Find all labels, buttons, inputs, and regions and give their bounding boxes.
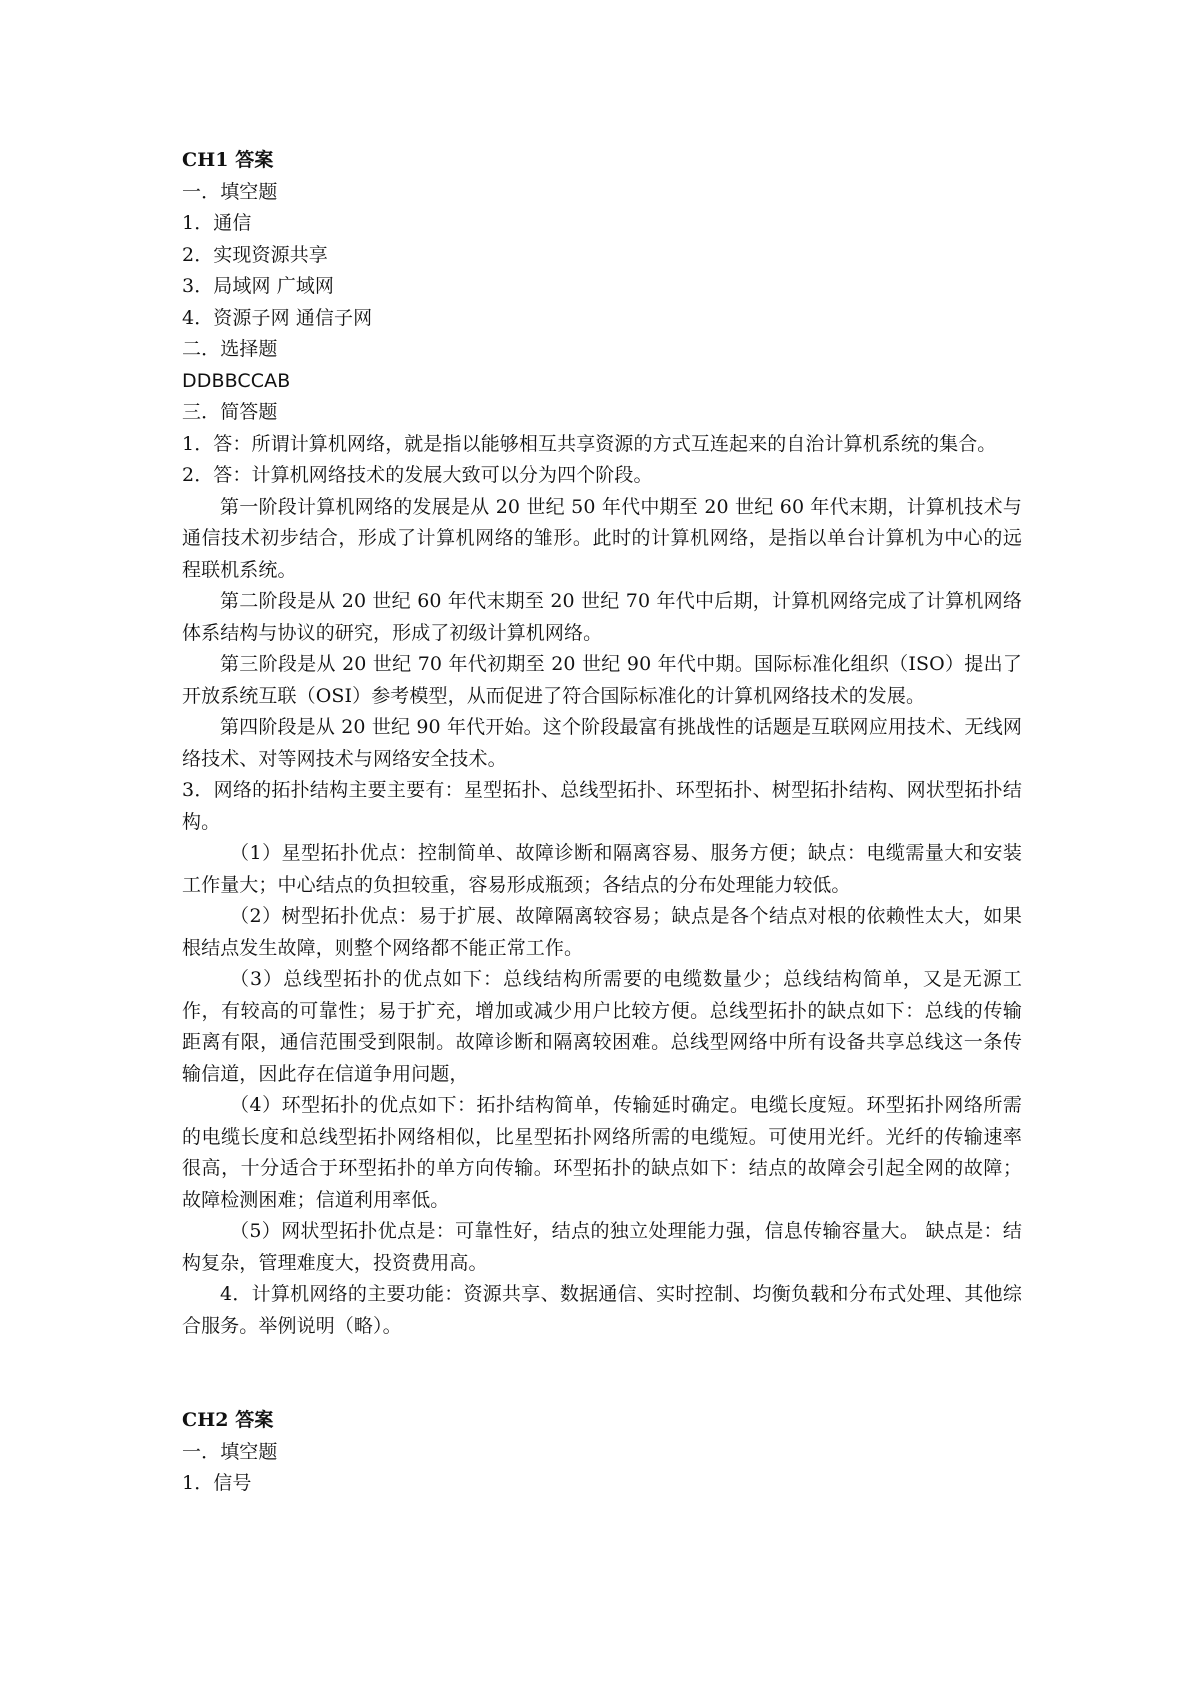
- ch1-short-answer-1: 1．答：所谓计算机网络，就是指以能够相互共享资源的方式互连起来的自治计算机系统的集合。: [182, 432, 997, 455]
- ch1-bus-topology-paragraph: （3）总线型拓扑的优点如下：总线结构所需要的电缆数量少；总线结构简单，又是无源工作，有较高的可靠性；易于扩充，增加或减少用户比较方便。总线型拓扑的缺点如下：总线的传输距离有限，通信范围受到限制。故障诊断和隔离较困难。总线型网络中所有设备共享总线这一条传输信道，因此存在信道争用问题，: [182, 968, 1022, 1085]
- section-gap: [182, 1342, 1022, 1405]
- ch1-stage-3-paragraph: 第三阶段是从 20 世纪 70 年代初期至 20 世纪 90 年代中期。国际标准化组织（ISO）提出了开放系统互联（OSI）参考模型，从而促进了符合国际标准化的计算机网络技术的发展。: [182, 653, 1022, 707]
- ch1-short-section-title: 三．简答题: [182, 401, 278, 423]
- ch2-fill-section-title: 一．填空题: [182, 1440, 278, 1463]
- ch1-heading: CH1 答案: [182, 149, 274, 171]
- ch1-tree-topology-paragraph: （2）树型拓扑优点：易于扩展、故障隔离较容易；缺点是各个结点对根的依赖性太大，如果根结点发生故障，则整个网络都不能正常工作。: [182, 905, 1022, 959]
- ch2-heading: CH2 答案: [182, 1409, 274, 1431]
- ch1-short-answer-3: 3．网络的拓扑结构主要主要有：星型拓扑、总线型拓扑、环型拓扑、树型拓扑结构、网状型拓扑结构。: [182, 779, 1022, 833]
- ch1-choice-answers: DDBBCCAB: [182, 369, 291, 392]
- ch1-mesh-topology-paragraph: （5）网状型拓扑优点是：可靠性好，结点的独立处理能力强，信息传输容量大。 缺点是：结构复杂，管理难度大，投资费用高。: [182, 1220, 1022, 1274]
- ch1-stage-1-paragraph: 第一阶段计算机网络的发展是从 20 世纪 50 年代中期至 20 世纪 60 年代末期，计算机技术与通信技术初步结合，形成了计算机网络的雏形。此时的计算机网络，是指以单台计算机为中心的远程联机系统。: [182, 495, 1022, 581]
- ch1-short-answer-2: 2．答：计算机网络技术的发展大致可以分为四个阶段。: [182, 464, 653, 486]
- ch1-stage-2-paragraph: 第二阶段是从 20 世纪 60 年代末期至 20 世纪 70 年代中后期，计算机网络完成了计算机网络体系结构与协议的研究，形成了初级计算机网络。: [182, 590, 1022, 644]
- ch1-fill-section-title: 一．填空题: [182, 180, 278, 203]
- ch1-stage-4-paragraph: 第四阶段是从 20 世纪 90 年代开始。这个阶段最富有挑战性的话题是互联网应用技术、无线网络技术、对等网技术与网络安全技术。: [182, 716, 1022, 770]
- ch1-choice-section-title: 二．选择题: [182, 338, 278, 360]
- ch1-fill-answer-4: 4．资源子网 通信子网: [182, 306, 373, 329]
- ch1-short-answer-4: 4．计算机网络的主要功能：资源共享、数据通信、实时控制、均衡负载和分布式处理、其他综合服务。举例说明（略）。: [182, 1283, 1022, 1337]
- document-content: [182, 145, 1022, 1500]
- ch1-fill-answer-3: 3．局域网 广域网: [182, 275, 335, 297]
- ch1-fill-answer-2: 2．实现资源共享: [182, 243, 328, 266]
- ch1-fill-answer-1: 1．通信: [182, 212, 252, 234]
- ch1-ring-topology-paragraph: （4）环型拓扑的优点如下：拓扑结构简单，传输延时确定。电缆长度短。环型拓扑网络所需的电缆长度和总线型拓扑网络相似，比星型拓扑网络所需的电缆短。可使用光纤。光纤的传输速率很高，十分适合于环型拓扑的单方向传输。环型拓扑的缺点如下：结点的故障会引起全网的故障；故障检测困难；信道利用率低。: [182, 1094, 1022, 1211]
- ch2-fill-answer-1: 1．信号: [182, 1472, 252, 1494]
- ch1-star-topology-paragraph: （1）星型拓扑优点：控制简单、故障诊断和隔离容易、服务方便；缺点：电缆需量大和安装工作量大；中心结点的负担较重，容易形成瓶颈；各结点的分布处理能力较低。: [182, 842, 1022, 896]
